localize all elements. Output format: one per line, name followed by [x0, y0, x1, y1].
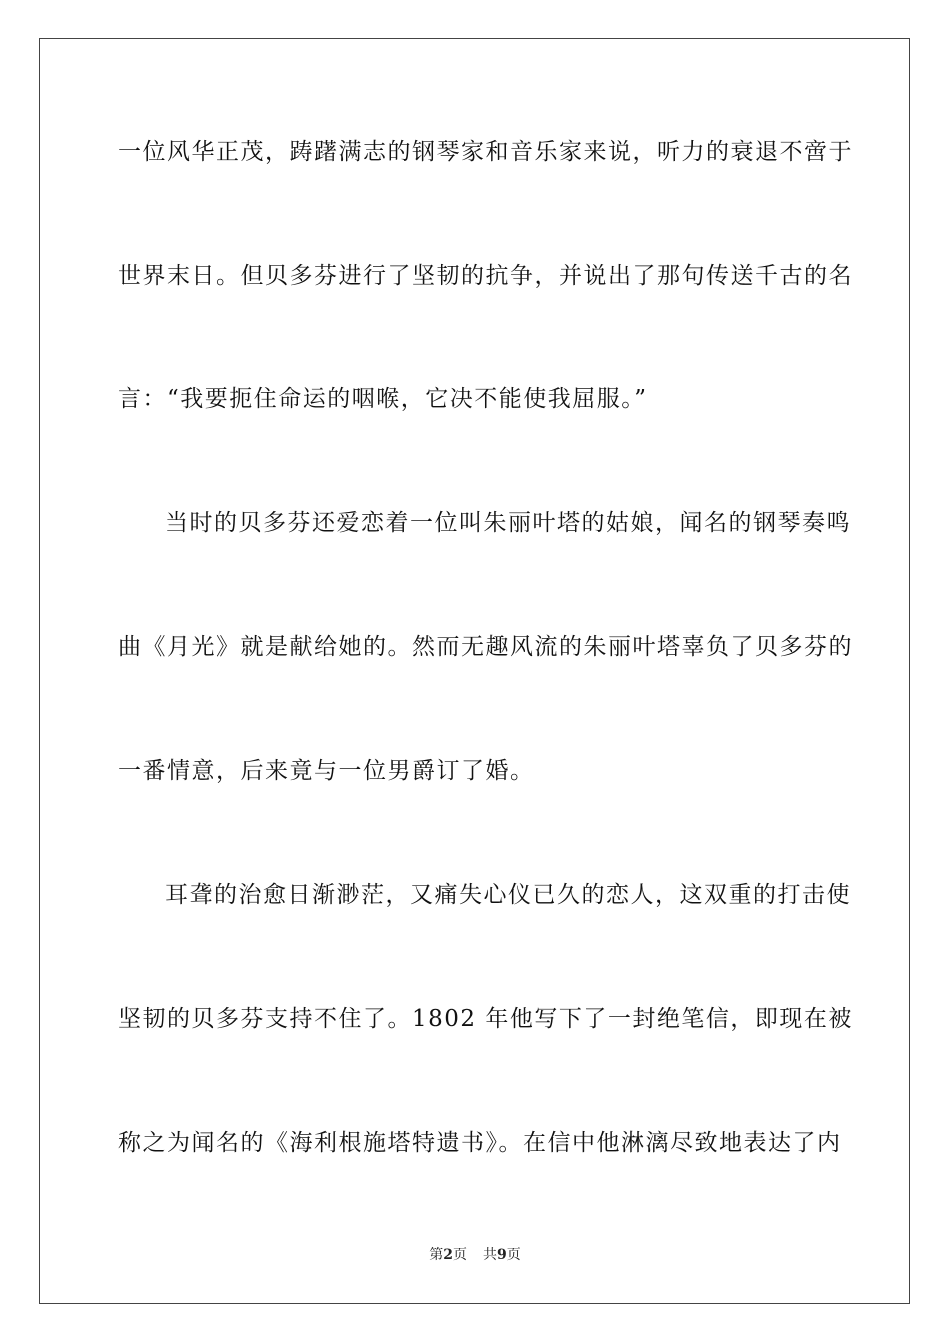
text-line: 称之为闻名的《海利根施塔特遗书》。在信中他淋漓尽致地表达了内	[118, 1130, 842, 1156]
page-border	[39, 38, 910, 1304]
text-line: 曲《月光》就是献给她的。然而无趣风流的朱丽叶塔辜负了贝多芬的	[118, 634, 853, 660]
text-line: 当时的贝多芬还爱恋着一位叫朱丽叶塔的姑娘，闻名的钢琴奏鸣	[165, 510, 851, 536]
page-footer	[0, 1245, 950, 1265]
total-prefix: 共	[483, 1247, 497, 1263]
page-prefix: 第	[429, 1247, 444, 1263]
text-line: 一番情意，后来竟与一位男爵订了婚。	[118, 758, 535, 784]
total-suffix: 页	[506, 1247, 521, 1263]
page-suffix: 页	[453, 1247, 467, 1263]
text-line: 言：“我要扼住命运的咽喉，它决不能使我屈服。”	[118, 386, 648, 412]
text-line: 耳聋的治愈日渐渺茫，又痛失心仪已久的恋人，这双重的打击使	[165, 882, 851, 908]
page-number: 2	[443, 1247, 453, 1263]
text-line: 一位风华正茂，踌躇满志的钢琴家和音乐家来说，听力的衰退不啻于	[118, 139, 853, 165]
text-line: 坚韧的贝多芬支持不住了。1802 年他写下了一封绝笔信，即现在被	[118, 1006, 853, 1032]
text-line: 世界末日。但贝多芬进行了坚韧的抗争，并说出了那句传送千古的名	[118, 263, 853, 289]
total-pages: 9	[497, 1247, 507, 1263]
